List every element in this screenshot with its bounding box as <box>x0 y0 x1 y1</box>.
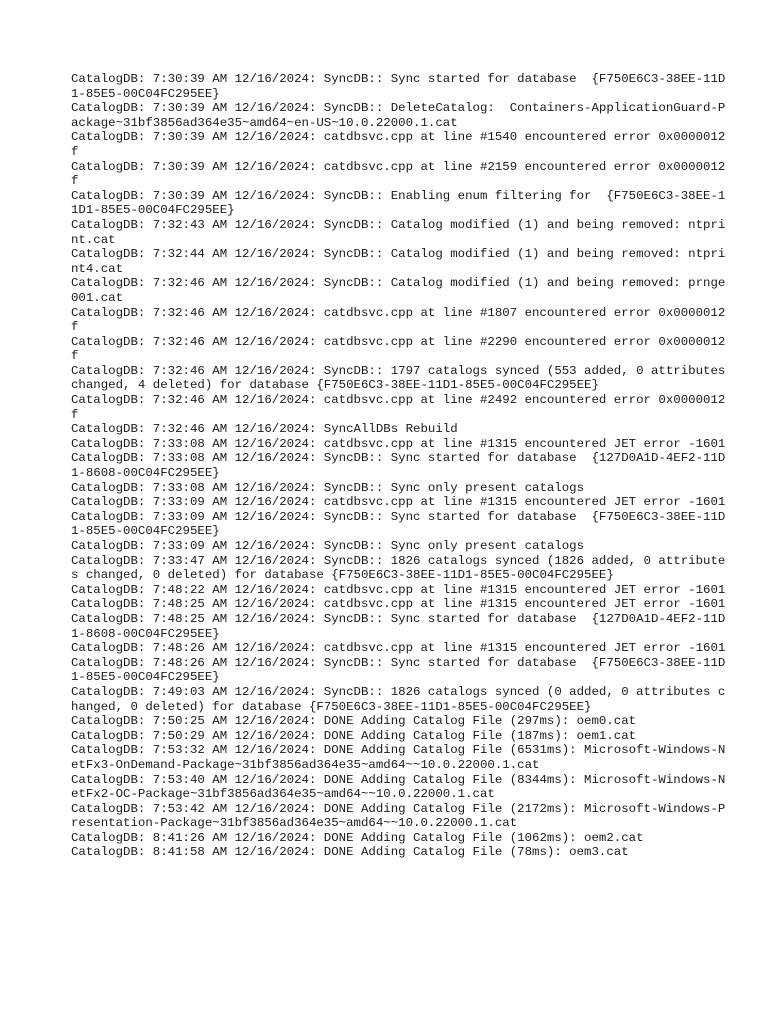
log-line: CatalogDB: 7:33:08 AM 12/16/2024: catdbsvc.cpp at line #1315 encountered JET error -1601 <box>71 436 726 451</box>
log-line: CatalogDB: 7:48:26 AM 12/16/2024: SyncDB:: Sync started for database {F750E6C3-38EE-11D1-85E5-00C04FC295EE} <box>71 655 726 685</box>
log-line: CatalogDB: 7:33:09 AM 12/16/2024: catdbsvc.cpp at line #1315 encountered JET error -1601 <box>71 495 726 510</box>
log-line: CatalogDB: 7:30:39 AM 12/16/2024: SyncDB:: DeleteCatalog: Containers-ApplicationGuard-Package~31bf3856ad364e35~amd64~en-US~10.0.22000.1.cat <box>71 101 726 130</box>
catalogdb-log <box>71 72 731 860</box>
log-line: CatalogDB: 7:48:25 AM 12/16/2024: SyncDB:: Sync started for database {127D0A1D-4EF2-11D1-8608-00C04FC295EE} <box>71 611 726 641</box>
log-line: CatalogDB: 7:32:46 AM 12/16/2024: catdbsvc.cpp at line #2290 encountered error 0x0000012f <box>71 334 726 364</box>
log-line: CatalogDB: 8:41:26 AM 12/16/2024: DONE Adding Catalog File (1062ms): oem2.cat <box>71 830 644 845</box>
log-line: CatalogDB: 7:30:39 AM 12/16/2024: catdbsvc.cpp at line #2159 encountered error 0x0000012f <box>71 159 726 189</box>
log-line: CatalogDB: 7:53:40 AM 12/16/2024: DONE Adding Catalog File (8344ms): Microsoft-Windows-NetFx2-OC-Package~31bf3856ad364e35~amd64~~10.0.22000.1.cat <box>71 772 726 802</box>
log-line: CatalogDB: 7:50:29 AM 12/16/2024: DONE Adding Catalog File (187ms): oem1.cat <box>71 728 637 743</box>
log-line: CatalogDB: 8:41:58 AM 12/16/2024: DONE Adding Catalog File (78ms): oem3.cat <box>71 845 629 860</box>
log-line: CatalogDB: 7:33:09 AM 12/16/2024: SyncDB:: Sync started for database {F750E6C3-38EE-11D1-85E5-00C04FC295EE} <box>71 509 726 539</box>
log-line: CatalogDB: 7:33:47 AM 12/16/2024: SyncDB:: 1826 catalogs synced (1826 added, 0 attributes changed, 0 deleted) for database {F750E6C3-38EE-11D1-85E5-00C04FC295EE} <box>71 553 726 583</box>
log-line: CatalogDB: 7:33:08 AM 12/16/2024: SyncDB:: Sync only present catalogs <box>71 480 585 495</box>
log-line: CatalogDB: 7:48:22 AM 12/16/2024: catdbsvc.cpp at line #1315 encountered JET error -1601 <box>71 582 726 597</box>
log-line: CatalogDB: 7:32:46 AM 12/16/2024: SyncDB:: Catalog modified (1) and being removed: prnge001.cat <box>71 276 726 305</box>
log-line: CatalogDB: 7:50:25 AM 12/16/2024: DONE Adding Catalog File (297ms): oem0.cat <box>71 714 637 729</box>
log-line: CatalogDB: 7:32:46 AM 12/16/2024: catdbsvc.cpp at line #2492 encountered error 0x0000012f <box>71 393 726 422</box>
log-line: CatalogDB: 7:49:03 AM 12/16/2024: SyncDB:: 1826 catalogs synced (0 added, 0 attributes changed, 0 deleted) for database {F750E6C3-38EE-11D1-85E5-00C04FC295EE} <box>71 684 726 714</box>
log-line: CatalogDB: 7:30:39 AM 12/16/2024: catdbsvc.cpp at line #1540 encountered error 0x0000012f <box>71 130 726 159</box>
log-line: CatalogDB: 7:32:44 AM 12/16/2024: SyncDB:: Catalog modified (1) and being removed: ntprint4.cat <box>71 247 726 276</box>
log-line: CatalogDB: 7:30:39 AM 12/16/2024: SyncDB:: Enabling enum filtering for {F750E6C3-38EE-11D1-85E5-00C04FC295EE} <box>71 188 726 218</box>
log-line: CatalogDB: 7:53:42 AM 12/16/2024: DONE Adding Catalog File (2172ms): Microsoft-Windows-Presentation-Package~31bf3856ad364e35~amd64~~10.0.22000.1.cat <box>71 801 726 831</box>
log-line: CatalogDB: 7:32:46 AM 12/16/2024: SyncAllDBs Rebuild <box>71 422 458 437</box>
log-line: CatalogDB: 7:33:09 AM 12/16/2024: SyncDB:: Sync only present catalogs <box>71 539 585 553</box>
log-line: CatalogDB: 7:32:43 AM 12/16/2024: SyncDB:: Catalog modified (1) and being removed: ntprint.cat <box>71 217 726 247</box>
log-line: CatalogDB: 7:32:46 AM 12/16/2024: SyncDB:: 1797 catalogs synced (553 added, 0 attributes changed, 4 deleted) for database {F750E6C3-38EE-11D1-85E5-00C04FC295EE} <box>71 363 733 393</box>
log-line: CatalogDB: 7:48:25 AM 12/16/2024: catdbsvc.cpp at line #1315 encountered JET error -1601 <box>71 597 726 612</box>
log-line: CatalogDB: 7:48:26 AM 12/16/2024: catdbsvc.cpp at line #1315 encountered JET error -1601 <box>71 641 726 656</box>
log-line: CatalogDB: 7:32:46 AM 12/16/2024: catdbsvc.cpp at line #1807 encountered error 0x0000012f <box>71 305 726 335</box>
log-line: CatalogDB: 7:33:08 AM 12/16/2024: SyncDB:: Sync started for database {127D0A1D-4EF2-11D1-8608-00C04FC295EE} <box>71 451 726 481</box>
log-line: CatalogDB: 7:53:32 AM 12/16/2024: DONE Adding Catalog File (6531ms): Microsoft-Windows-NetFx3-OnDemand-Package~31bf3856ad364e35~amd64~~10.0.22000.1.cat <box>71 743 726 772</box>
log-line: CatalogDB: 7:30:39 AM 12/16/2024: SyncDB:: Sync started for database {F750E6C3-38EE-11D1-85E5-00C04FC295EE} <box>71 72 726 101</box>
